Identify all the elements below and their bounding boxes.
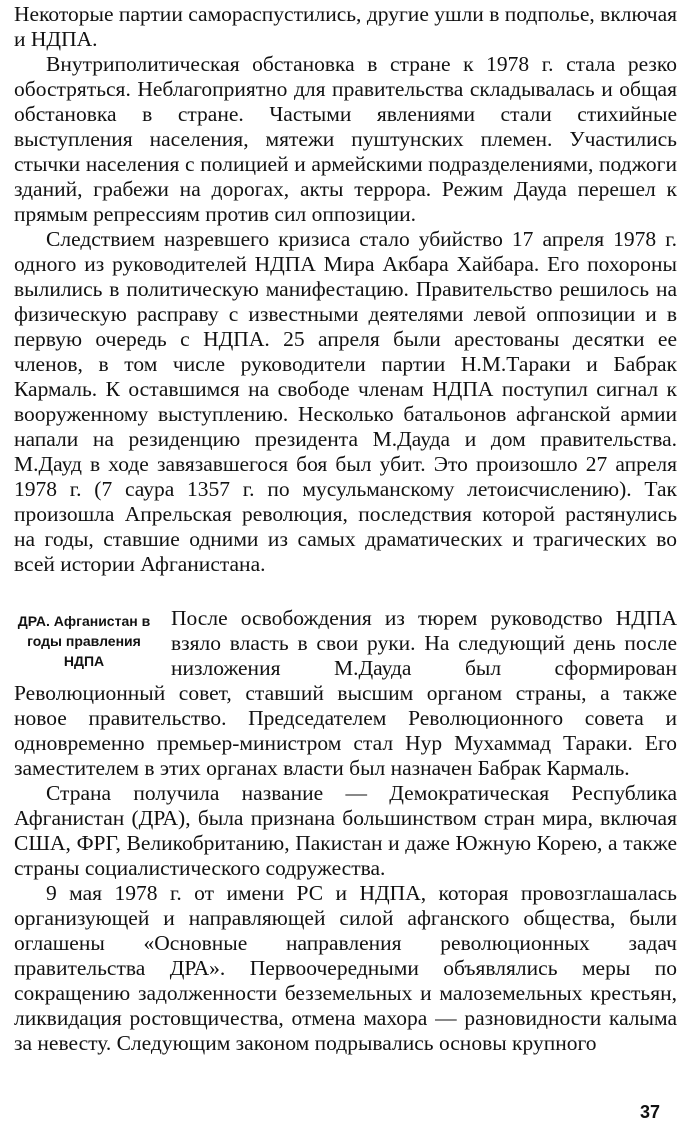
paragraph: 9 мая 1978 г. от имени РС и НДПА, которая провозглашалась организующей и направляющей силой афганского общества, были оглашены «Основные направления революционных задач правительства ДРА». Первоочередными объявлялись меры по сокращению задолженности безземельных и малоземельных крестьян, ликвидация ростовщичества, отмена махора — разновидности калыма за невесту. Следующим законом подрывались основы крупного	[14, 881, 677, 1055]
paragraph: Некоторые партии самораспустились, другие ушли в подполье, включая и НДПА.	[14, 2, 677, 51]
paragraph: Страна получила название — Демократическая Республика Афганистан (ДРА), была признана большинством стран мира, включая США, ФРГ, Великобританию, Пакистан и даже Южную Корею, а также страны социалистического содружества.	[14, 781, 677, 880]
paragraph: Внутриполитическая обстановка в стране к 1978 г. стала резко обостряться. Неблагоприятно для правительства складывалась и общая обстановка в стране. Частыми явлениями стали стихийные выступления населения, мятежи пуштунских племен. Участились стычки населения с полицией и армейскими подразделениями, поджоги зданий, грабежи на дорогах, акты террора. Режим Дауда перешел к прямым репрессиям против сил оппозиции.	[14, 52, 677, 226]
margin-heading: ДРА. Афганистан в годы правления НДПА	[17, 613, 151, 669]
paragraph-text: После освобождения из тюрем руководство НДПА взяло власть в свои руки. На следующий день после низложения М.Дауда был сформирован Революционный совет, ставший высшим органом страны, а также новое правительство. Председателем Революционного совета и одновременно премьер-министром стал Нур Мухаммад Тараки. Его заместителем в этих органах власти был назначен Бабрак Кармаль.	[14, 606, 677, 780]
top-text-block	[14, 2, 677, 577]
section-first-paragraph	[14, 606, 677, 781]
page-number: 37	[640, 1102, 661, 1122]
section-text-block	[14, 606, 677, 1056]
paragraph: Следствием назревшего кризиса стало убийство 17 апреля 1978 г. одного из руководителей НДПА Мира Акбара Хайбара. Его похороны вылились в политическую манифестацию. Правительство решилось на физическую расправу с известными деятелями левой оппозиции и в первую очередь с НДПА. 25 апреля были арестованы десятки ее членов, в том числе руководители партии Н.М.Тараки и Бабрак Кармаль. К оставшимся на свободе членам НДПА поступил сигнал к вооруженному выступлению. Несколько батальонов афганской армии напали на резиденцию президента М.Дауда и дом правительства. М.Дауд в ходе завязавшегося боя был убит. Это произошло 27 апреля 1978 г. (7 саура 1357 г. по мусульманскому летоисчислению). Так произошла Апрельская революция, последствия которой растянулись на годы, ставшие одними из самых драматических и трагических во всей истории Афганистана.	[14, 227, 677, 576]
